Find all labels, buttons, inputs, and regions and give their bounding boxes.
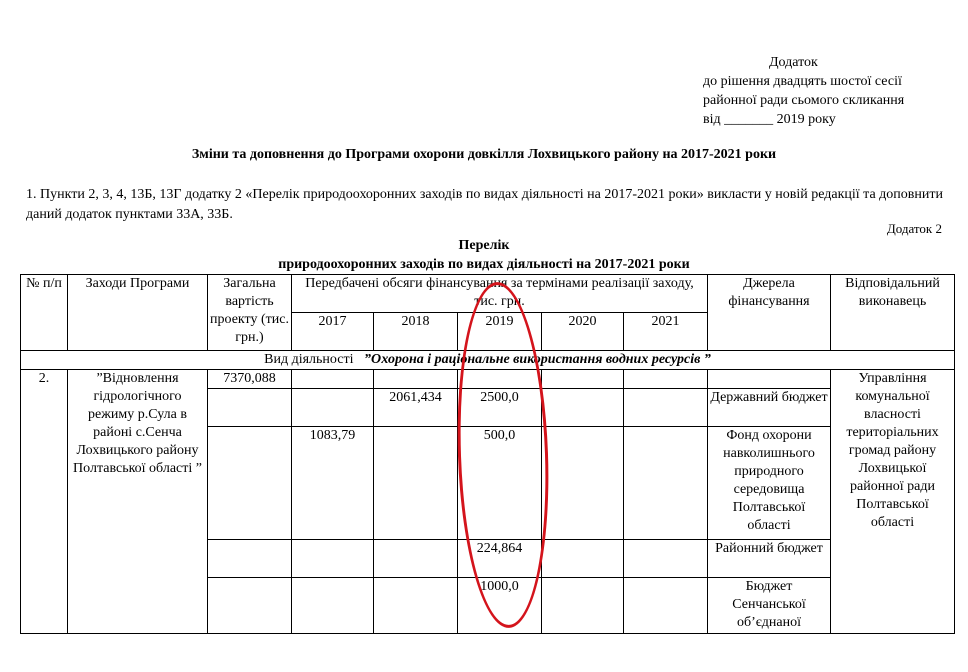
sub1-2019: 500,0 (458, 427, 542, 540)
header-year-2019: 2019 (458, 313, 542, 351)
sub3-2017 (292, 578, 374, 634)
header-row-1 (21, 275, 955, 313)
empty-cell (292, 370, 374, 389)
row-total-cost: 7370,088 (208, 370, 292, 389)
sub0-2017 (292, 389, 374, 427)
header-source: Джерела фінансування (708, 275, 831, 351)
sub3-2021 (624, 578, 708, 634)
sub2-source: Районний бюджет (708, 540, 831, 578)
empty-cell (208, 427, 292, 540)
sub0-2019: 2500,0 (458, 389, 542, 427)
appendix-header (703, 53, 904, 129)
header-year-2021: 2021 (624, 313, 708, 351)
sub2-2017 (292, 540, 374, 578)
sub2-2020 (542, 540, 624, 578)
sub2-2018 (374, 540, 458, 578)
sub2-2021 (624, 540, 708, 578)
activity-label: Вид діяльності (264, 352, 354, 367)
sub0-2021 (624, 389, 708, 427)
empty-cell (374, 370, 458, 389)
list-title-2: природоохоронних заходів по видах діяльності на 2017-2021 роки (278, 257, 690, 272)
table-row (21, 370, 955, 389)
row-num: 2. (21, 370, 68, 634)
appendix-line-3: від _______ 2019 року (703, 112, 836, 127)
empty-cell (624, 370, 708, 389)
activity-cell (21, 351, 955, 370)
sub3-2019: 1000,0 (458, 578, 542, 634)
row-responsible: Управління комунальної власності територіальних громад району Лохвицької районної ради Полтавської області (831, 370, 955, 634)
empty-cell (208, 540, 292, 578)
header-num: № п/п (21, 275, 68, 351)
sub0-source: Державний бюджет (708, 389, 831, 427)
empty-cell (208, 578, 292, 634)
empty-cell (708, 370, 831, 389)
sub3-source: Бюджет Сенчанської об’єднаної (708, 578, 831, 634)
appendix-label: Додаток (769, 55, 818, 70)
empty-cell (208, 389, 292, 427)
sub3-2020 (542, 578, 624, 634)
row-measure: ”Відновлення гідрологічного режиму р.Сула в районі с.Сенча Лохвицького району Полтавської області ” (68, 370, 208, 634)
sub0-2018: 2061,434 (374, 389, 458, 427)
sub1-2017: 1083,79 (292, 427, 374, 540)
sub1-source: Фонд охорони навколишнього природного середовища Полтавської області (708, 427, 831, 540)
empty-cell (542, 370, 624, 389)
amendment-paragraph: 1. Пункти 2, 3, 4, 13Б, 13Г додатку 2 «Перелік природоохоронних заходів по видах діяльності на 2017-2021 роки» викласти у новій редакції та доповнити даний додаток пунктами 33А, 33Б. (26, 187, 943, 222)
header-total-cost: Загальна вартість проекту (тис. грн.) (208, 275, 292, 351)
sub1-2021 (624, 427, 708, 540)
header-measures: Заходи Програми (68, 275, 208, 351)
document-title: Зміни та доповнення до Програми охорони довкілля Лохвицького району на 2017-2021 роки (191, 147, 777, 162)
header-year-2020: 2020 (542, 313, 624, 351)
list-title-1: Перелік (458, 238, 510, 253)
sub1-2020 (542, 427, 624, 540)
header-responsible: Відповідальний виконавець (831, 275, 955, 351)
header-year-2018: 2018 (374, 313, 458, 351)
measures-table (20, 274, 955, 634)
activity-name: ”Охорона і раціональне використання водних ресурсів ” (363, 352, 711, 367)
activity-row (21, 351, 955, 370)
appendix-line-2: районної ради сьомого скликання (703, 93, 905, 108)
sub0-2020 (542, 389, 624, 427)
empty-cell (458, 370, 542, 389)
addendum-label: Додаток 2 (886, 221, 942, 236)
sub2-2019: 224,864 (458, 540, 542, 578)
header-year-2017: 2017 (292, 313, 374, 351)
sub3-2018 (374, 578, 458, 634)
appendix-line-1: до рішення двадцять шостої сесії (703, 74, 902, 89)
sub1-2018 (374, 427, 458, 540)
header-planned: Передбачені обсяги фінансування за термінами реалізації заходу, тис. грн. (292, 275, 708, 313)
